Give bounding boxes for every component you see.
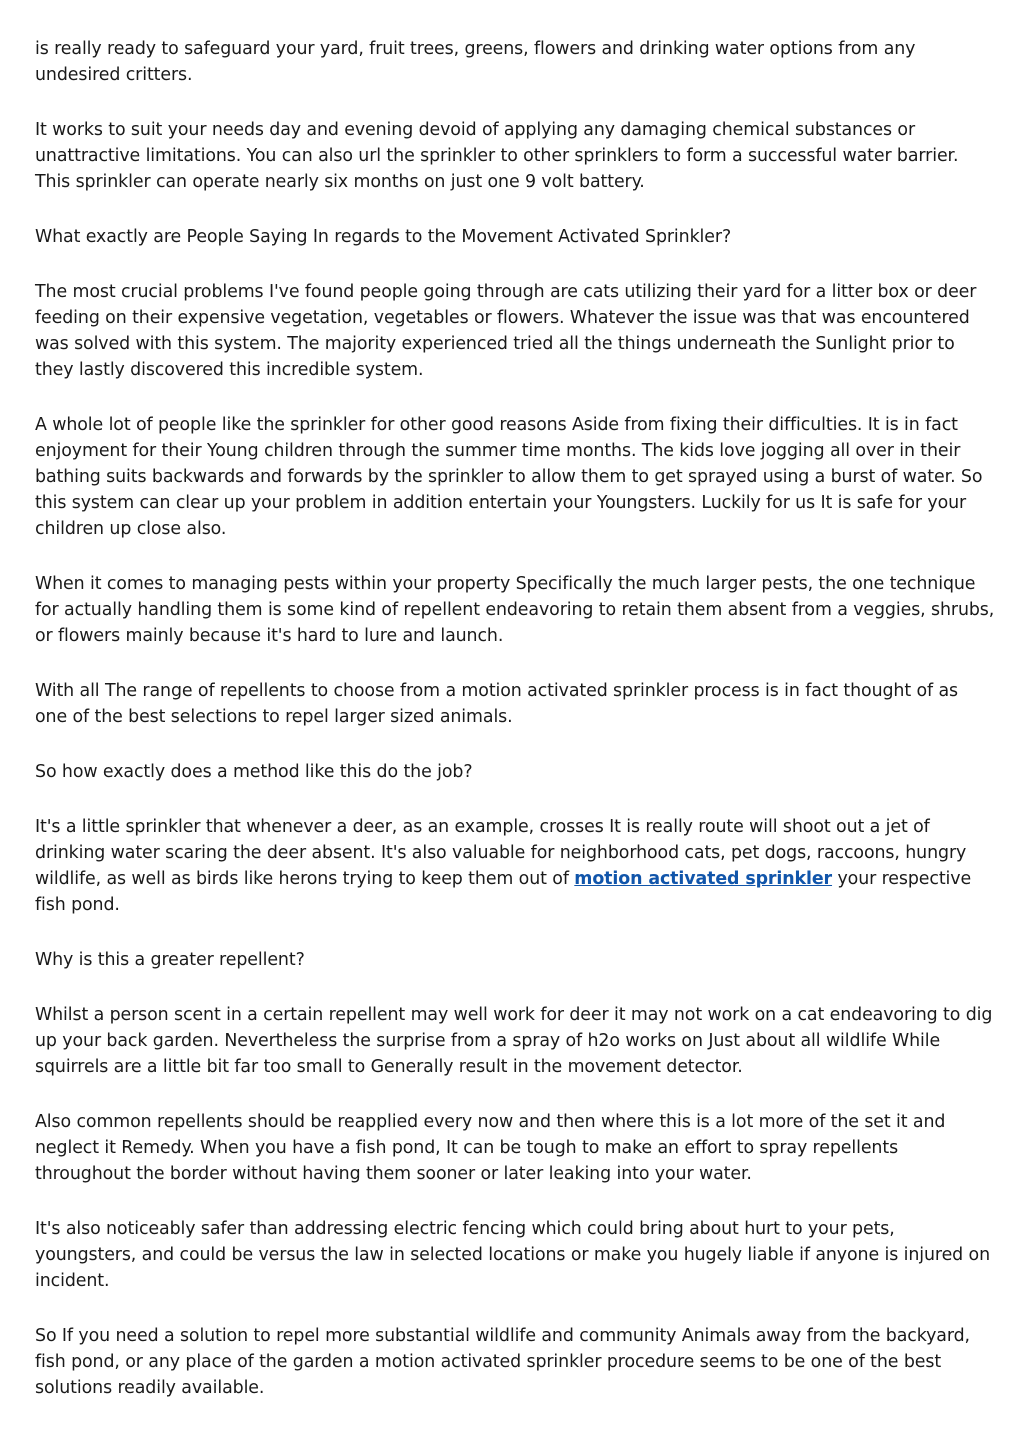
link-paragraph-after: your respective fish pond. xyxy=(35,869,972,915)
paragraph-13: It's also noticeably safer than addressing electric fencing which could bring about hurt to your pets, youngsters, and could be versus the law in selected locations or make you hugely liable if anyone is injured on incident. xyxy=(35,1219,991,1291)
paragraph-12: Also common repellents should be reapplied every now and then where this is a lot more of the set it and neglect it Remedy. When you have a fish pond, It can be tough to make an effort to spray repellents throughout the border without having them sooner or later leaking into your water. xyxy=(35,1112,946,1184)
paragraph-6: When it comes to managing pests within your property Specifically the much larger pests, the one technique for actually handling them is some kind of repellent endeavoring to retain them absent from a veggies, shrubs, or flowers mainly because it's hard to lure and launch. xyxy=(35,574,995,646)
paragraph-1: is really ready to safeguard your yard, fruit trees, greens, flowers and drinking water options from any undesired critters. xyxy=(35,39,916,85)
paragraph-14: So If you need a solution to repel more substantial wildlife and community Animals away from the backyard, fish pond, or any place of the garden a motion activated sprinkler procedure seems to be one of the best solutions readily available. xyxy=(35,1326,970,1398)
paragraph-with-link xyxy=(35,814,995,918)
motion-activated-sprinkler-link[interactable]: motion activated sprinkler xyxy=(574,869,833,889)
paragraph-4: The most crucial problems I've found people going through are cats utilizing their yard for a litter box or deer feeding on their expensive vegetation, vegetables or flowers. Whatever the issue was that was encountered was solved with this system. The majority experienced tried all the things underneath the Sunlight prior to they lastly discovered this incredible system. xyxy=(35,282,977,380)
paragraph-5: A whole lot of people like the sprinkler for other good reasons Aside from fixing their difficulties. It is in fact enjoyment for their Young children through the summer time months. The kids love jogging all over in their bathing suits backwards and forwards by the sprinkler to allow them to get sprayed using a burst of water. So this system can clear up your problem in addition entertain your Youngsters. Luckily for us It is safe for your children up close also. xyxy=(35,415,983,539)
paragraph-question-2: So how exactly does a method like this do the job? xyxy=(35,762,473,782)
document-body xyxy=(35,36,995,1430)
paragraph-question-3: Why is this a greater repellent? xyxy=(35,950,305,970)
link-paragraph-before: It's a little sprinkler that whenever a deer, as an example, crosses It is really route will shoot out a jet of drinking water scaring the deer absent. It's also valuable for neighborhood cats, pet dogs, raccoons, hungry wildlife, as well as birds like herons trying to keep them out of xyxy=(35,817,967,889)
paragraph-7: With all The range of repellents to choose from a motion activated sprinkler process is in fact thought of as one of the best selections to repel larger sized animals. xyxy=(35,681,959,727)
paragraph-11: Whilst a person scent in a certain repellent may well work for deer it may not work on a cat endeavoring to dig up your back garden. Nevertheless the surprise from a spray of h2o works on Just about all wildlife While squirrels are a little bit far too small to Generally result in the movement detector. xyxy=(35,1005,993,1077)
paragraph-question-1: What exactly are People Saying In regards to the Movement Activated Sprinkler? xyxy=(35,227,732,247)
paragraph-2: It works to suit your needs day and evening devoid of applying any damaging chemical substances or unattractive limitations. You can also url the sprinkler to other sprinklers to form a successful water barrier. This sprinkler can operate nearly six months on just one 9 volt battery. xyxy=(35,120,959,192)
